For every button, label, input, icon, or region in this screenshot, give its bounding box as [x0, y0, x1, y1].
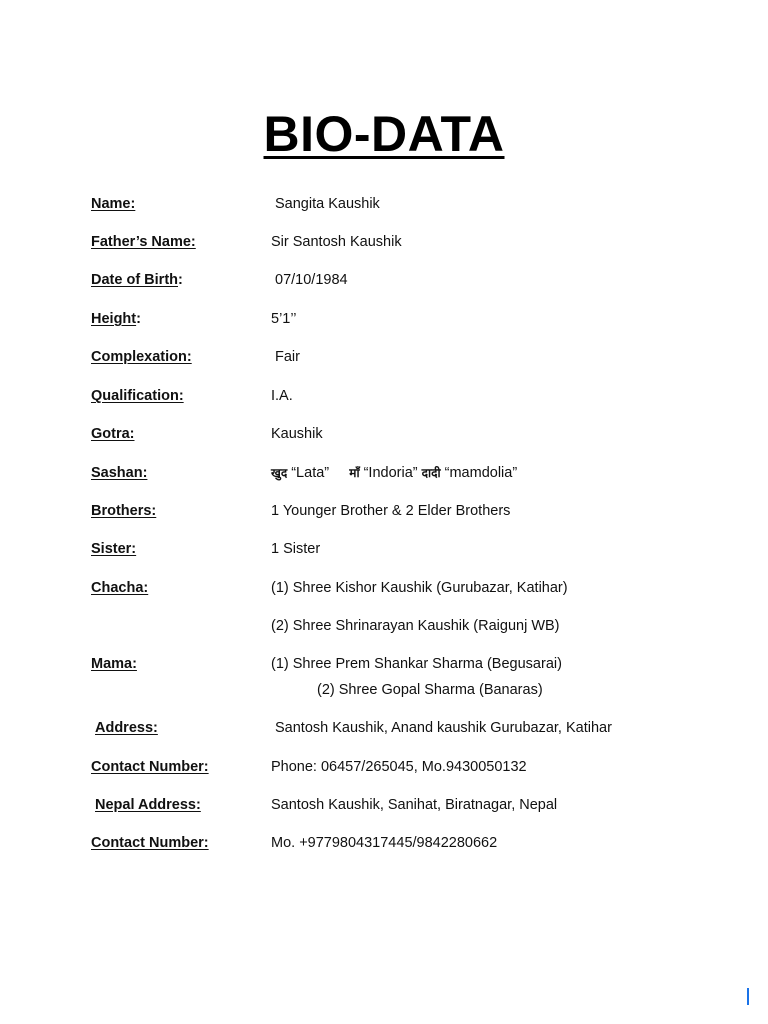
field-value-line-1: (1) Shree Kishor Kaushik (Gurubazar, Katihar): [271, 580, 568, 596]
field-mama-continued: [0, 679, 768, 701]
field-qualification: [0, 385, 768, 407]
field-label: Brothers:: [91, 503, 157, 519]
field-value: Kaushik: [271, 426, 323, 442]
document-title: [0, 104, 768, 164]
field-chacha: [0, 577, 768, 599]
field-value: 1 Younger Brother & 2 Elder Brothers: [271, 503, 511, 519]
field-sashan: [0, 462, 768, 484]
field-name: [0, 193, 768, 215]
field-nepal-address: [0, 794, 768, 816]
field-value-line-2: (2) Shree Shrinarayan Kaushik (Raigunj WB): [271, 618, 560, 634]
text-cursor: [747, 988, 749, 1005]
field-label: Address:: [95, 720, 158, 736]
hindi-word: माँ: [349, 466, 360, 480]
field-label: Date of Birth:: [91, 272, 183, 288]
field-label: Nepal Address:: [95, 797, 201, 813]
field-label: Height:: [91, 311, 141, 327]
field-value: Santosh Kaushik, Sanihat, Biratnagar, Nepal: [271, 797, 558, 813]
field-contact-number: [0, 756, 768, 778]
field-value: Santosh Kaushik, Anand kaushik Gurubazar, Katihar: [275, 720, 612, 736]
field-chacha-continued: [0, 615, 768, 637]
field-brothers: [0, 500, 768, 522]
field-value: Fair: [275, 349, 300, 365]
field-value: Phone: 06457/265045, Mo.9430050132: [271, 759, 527, 775]
field-label: Contact Number:: [91, 835, 209, 851]
field-date-of-birth: [0, 269, 768, 291]
hindi-word: दादी: [421, 466, 441, 480]
field-nepal-contact-number: [0, 832, 768, 854]
field-value: खुद “Lata” माँ “Indoria” दादी “mamdolia”: [271, 465, 518, 481]
field-value: 5’1’’: [271, 311, 297, 327]
field-label: Sashan:: [91, 465, 148, 481]
field-label: Qualification:: [91, 388, 184, 404]
field-value: I.A.: [271, 388, 293, 404]
field-sister: [0, 538, 768, 560]
field-value: Sir Santosh Kaushik: [271, 234, 402, 250]
field-value: Sangita Kaushik: [275, 196, 380, 212]
field-label: Gotra:: [91, 426, 135, 442]
field-height: [0, 308, 768, 330]
field-label: Name:: [91, 196, 136, 212]
field-value: 07/10/1984: [275, 272, 348, 288]
field-label: Complexation:: [91, 349, 192, 365]
field-fathers-name: [0, 231, 768, 253]
field-value: Mo. +9779804317445/9842280662: [271, 835, 498, 851]
field-value-line-1: (1) Shree Prem Shankar Sharma (Begusarai): [271, 656, 562, 672]
field-mama: [0, 653, 768, 675]
title-text: BIO-DATA: [263, 106, 505, 162]
field-address: [0, 717, 768, 739]
field-complexation: [0, 346, 768, 368]
field-value-line-2: (2) Shree Gopal Sharma (Banaras): [317, 682, 543, 698]
field-label: Contact Number:: [91, 759, 209, 775]
field-gotra: [0, 423, 768, 445]
hindi-word: खुद: [271, 466, 288, 480]
field-label: Sister:: [91, 541, 137, 557]
field-label: Chacha:: [91, 580, 149, 596]
field-value: 1 Sister: [271, 541, 321, 557]
field-label: Father’s Name:: [91, 234, 196, 250]
field-label: Mama:: [91, 656, 137, 672]
